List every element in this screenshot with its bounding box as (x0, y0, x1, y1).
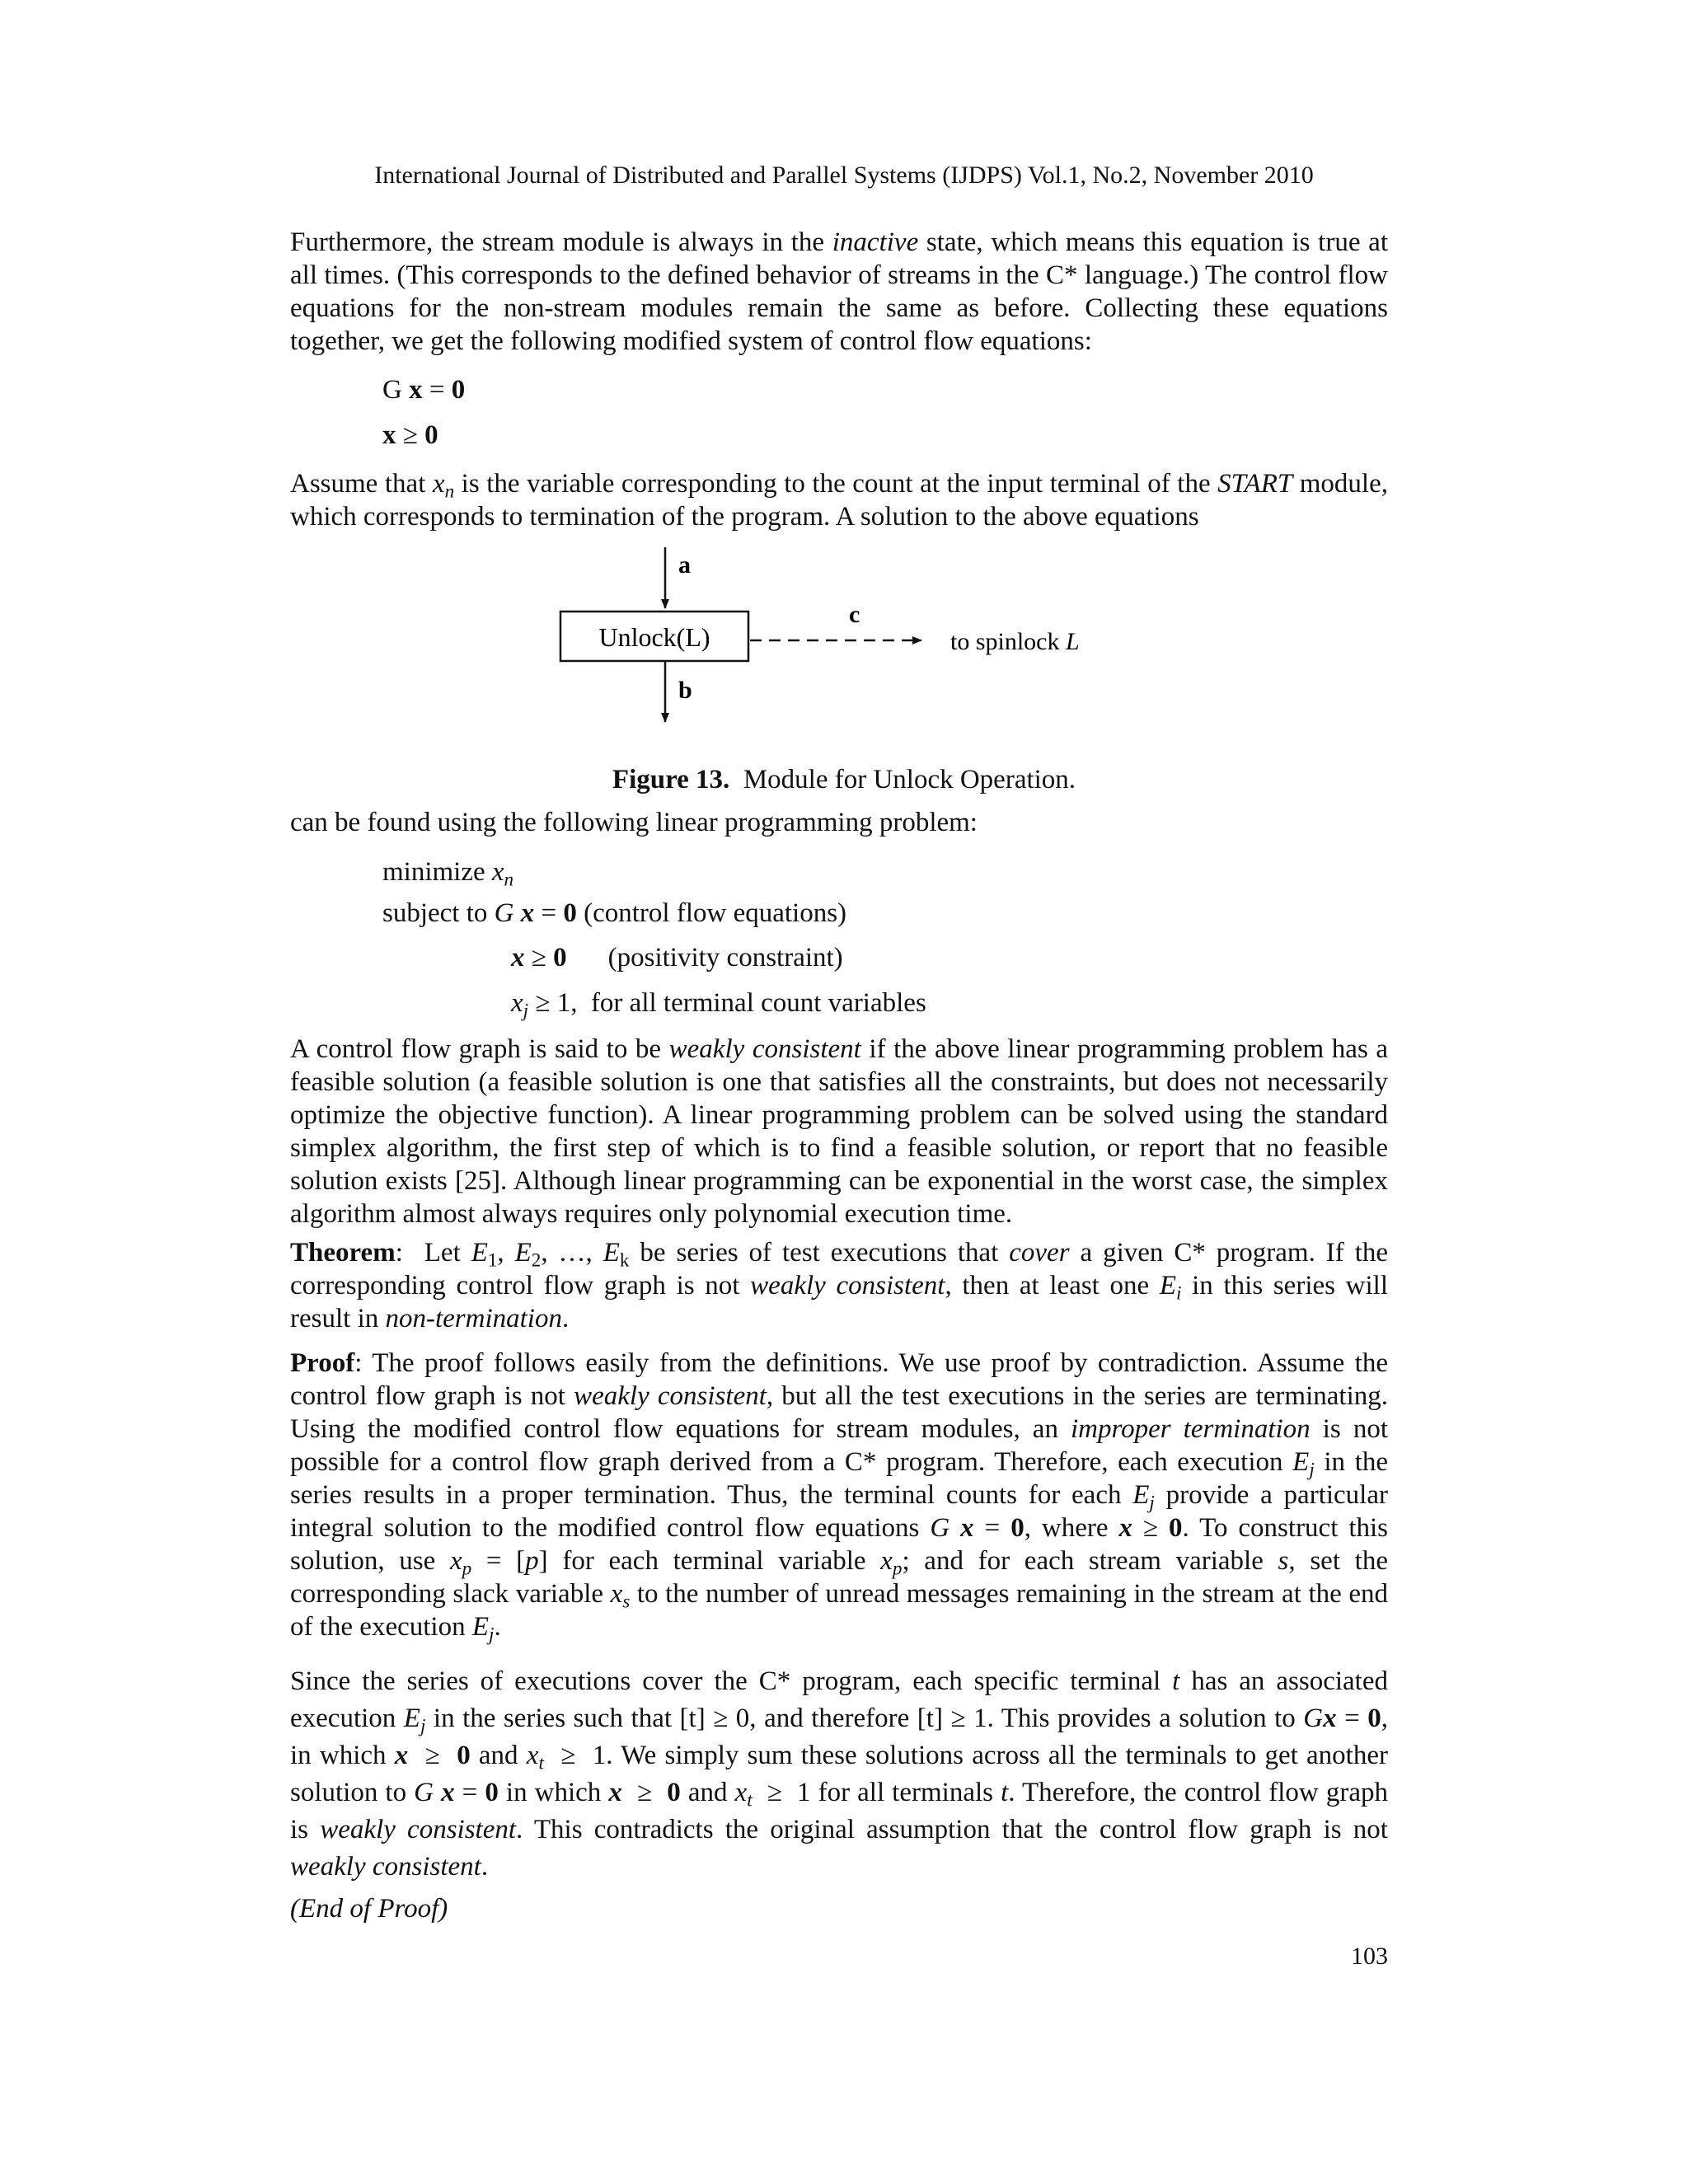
eq-x: x (382, 420, 396, 450)
lp-subject-to (382, 897, 846, 930)
end-of-proof (290, 1892, 1388, 1925)
text: , where (1024, 1513, 1119, 1543)
text: A control flow graph is said to be (290, 1034, 669, 1064)
text: Furthermore, the stream module is always in the (290, 227, 832, 257)
text: . (494, 1612, 501, 1642)
text: ≥ (1132, 1513, 1169, 1543)
var-g: G (414, 1778, 434, 1807)
sub-i: i (1176, 1282, 1182, 1304)
text: . Therefore, the control flow graph is (290, 1778, 1388, 1844)
paragraph-weakly-consistent (290, 1033, 1388, 1230)
var-e: E (471, 1612, 490, 1642)
var-x: x (520, 898, 535, 928)
text: is not possible for a control flow graph derived from a C* program. Therefore, each execution (290, 1414, 1388, 1477)
text: = [ (471, 1546, 526, 1576)
text: (control flow equations) (576, 898, 847, 928)
var-x: x (526, 1741, 539, 1770)
running-header-text: International Journal of Distributed and Parallel Systems (IJDPS) Vol.1, No.2, November 2010 (374, 162, 1314, 189)
text: , (497, 1238, 515, 1268)
spinlock-l: L (1066, 628, 1080, 655)
text: = (1336, 1704, 1368, 1733)
sub-j: j (523, 999, 529, 1021)
zero: 0 (1010, 1513, 1025, 1543)
text: state, which means this equation is true at all times. (This corresponds to the defined behavior of streams in the C* language.) The control flow equations for the non-stream modules remain the same as before. Collecting these equations together, we get the following modified system of control flow equations: (290, 227, 1388, 356)
eq-zero: 0 (424, 420, 438, 450)
spinlock-target (950, 628, 1080, 655)
caption-number: Figure 13. (612, 765, 730, 794)
var-g: G (494, 898, 514, 928)
italic-non-termination: non-termination (385, 1304, 562, 1333)
text: module, which corresponds to termination of the program. A solution to the above equations (290, 469, 1388, 532)
var-t: t (1172, 1666, 1180, 1696)
paragraph-proof (290, 1347, 1388, 1643)
text: , in which (290, 1704, 1389, 1770)
text: . (481, 1852, 489, 1882)
text: . This contradicts the original assumption that the control flow graph is not (516, 1815, 1388, 1844)
lp-positivity (511, 941, 843, 974)
text: , …, (541, 1238, 603, 1268)
eq-zero: 0 (563, 898, 577, 928)
eq-x: x (409, 375, 423, 405)
var-e: E (1132, 1480, 1150, 1510)
zero: 0 (485, 1778, 499, 1807)
text: in the series results in a proper termination. Thus, the terminal counts for each (290, 1447, 1389, 1510)
page-number: 103 (1351, 1943, 1388, 1970)
var-g: G (1303, 1704, 1324, 1733)
eq-zero: 0 (553, 943, 567, 972)
eq-rel: ≥ (396, 420, 425, 450)
text: in this series will result in (290, 1271, 1388, 1333)
sub-j: j (420, 1714, 426, 1736)
var-x: x (1323, 1704, 1337, 1733)
sub-t: t (538, 1751, 544, 1774)
text: and (680, 1778, 735, 1807)
caption-text: Module for Unlock Operation. (743, 765, 1076, 794)
zero: 0 (667, 1778, 681, 1807)
var-x: x (511, 943, 525, 972)
italic-inactive: inactive (832, 227, 919, 257)
text: = (973, 1513, 1011, 1543)
text: subject to (382, 898, 495, 928)
sub-j: j (489, 1623, 495, 1645)
sub-n: n (444, 480, 455, 502)
end-of-proof-text: (End of Proof) (290, 1894, 448, 1924)
var-p: p (525, 1546, 539, 1576)
italic-weakly-consistent: weakly consistent (290, 1852, 481, 1882)
zero: 0 (1367, 1704, 1381, 1733)
italic-start: START (1217, 469, 1293, 499)
sub-p: p (892, 1557, 903, 1579)
sub: 1 (487, 1249, 498, 1271)
italic-improper-termination: improper termination (1071, 1414, 1311, 1444)
unlock-box-label: Unlock(L) (598, 622, 710, 652)
sub: k (619, 1249, 630, 1271)
var-x: x (880, 1546, 893, 1576)
var-e: E (403, 1704, 420, 1733)
italic-weakly-consistent: weakly consistent (668, 1034, 861, 1064)
italic-weakly-consistent: weakly consistent (574, 1381, 767, 1411)
text: ≥ (408, 1741, 457, 1770)
text: in the series such that [t] ≥ 0, and therefore [t] ≥ 1. This provides a solution to (425, 1704, 1304, 1733)
spinlock-text: to spinlock (950, 628, 1066, 655)
var-x: x (441, 1778, 455, 1807)
text: . To construct this solution, use (290, 1513, 1389, 1576)
lp-terminal-count (511, 987, 926, 1019)
label-c: c (849, 601, 860, 628)
var-e: E (514, 1238, 532, 1268)
text: Since the series of executions cover the C* program, each specific terminal (290, 1666, 1173, 1696)
eq-rel: ≥ (524, 943, 554, 972)
text: : Let (395, 1238, 471, 1268)
var-e: E (603, 1238, 620, 1268)
zero: 0 (1169, 1513, 1183, 1543)
var-x: x (608, 1778, 622, 1807)
text: ≥ 1 for all terminals (752, 1778, 1001, 1807)
var-e: E (1159, 1271, 1177, 1301)
text: ; and for each stream variable (902, 1546, 1278, 1576)
var-x: x (734, 1778, 748, 1807)
var-x: x (610, 1579, 623, 1609)
text: : The proof follows easily from the definitions. We use proof by contradiction. Assume the control flow graph is not (290, 1348, 1388, 1411)
text: minimize (382, 857, 492, 887)
var-x: x (960, 1513, 974, 1543)
var-x: x (432, 469, 445, 499)
text: (positivity constraint) (607, 943, 843, 972)
text: ] for each terminal variable (538, 1546, 881, 1576)
figure-unlock-module (0, 0, 1688, 742)
eq-rel: = (422, 375, 452, 405)
paragraph-theorem (290, 1236, 1388, 1335)
sub-j: j (1149, 1491, 1155, 1513)
paragraph-lp-intro: can be found using the following linear programming problem: (290, 808, 978, 837)
text: , but all the test executions in the series are terminating. Using the modified control flow equations for stream modules, an (290, 1381, 1388, 1444)
theorem-label: Theorem (290, 1238, 396, 1268)
sub-j: j (1309, 1458, 1315, 1480)
label-a: a (678, 551, 691, 579)
sub-t: t (747, 1788, 753, 1811)
eq-zero: 0 (451, 375, 466, 405)
text: in which (498, 1778, 609, 1807)
figure-caption (0, 763, 1688, 796)
var-x: x (1118, 1513, 1132, 1543)
eq-rel: = (534, 898, 564, 928)
italic-weakly-consistent: weakly consistent (750, 1271, 945, 1301)
var-e: E (471, 1238, 488, 1268)
lp-minimize (382, 855, 513, 888)
italic-weakly-consistent: weakly consistent (320, 1815, 517, 1844)
text: a given C* program. If the corresponding control flow graph is not (290, 1238, 1389, 1301)
var-t: t (1001, 1778, 1009, 1807)
text: and (470, 1741, 527, 1770)
sub-n: n (504, 868, 514, 890)
text: , set the corresponding slack variable (290, 1546, 1388, 1609)
text: if the above linear programming problem has a feasible solution (a feasible solution is one that satisfies all the constraints, but does not necessarily optimize the objective function). A linear programming problem can be solved using the standard simplex algorithm, the first step of which is to find a feasible solution, or report that no feasible solution exists [25]. Although linear programming can be exponential in the worst case, the simplex algorithm almost always requires only polynomial execution time. (290, 1034, 1388, 1229)
text: , then at least one (945, 1271, 1160, 1301)
text: to the number of unread messages remaining in the stream at the end of the execution (290, 1579, 1388, 1642)
var-x: x (491, 857, 504, 887)
sub: 2 (531, 1249, 542, 1271)
text: ≥ (621, 1778, 668, 1807)
eq-g: G (382, 375, 402, 405)
text: = (454, 1778, 485, 1807)
text: ≥ 1. We simply sum these solutions across all the terminals to get another solution to (290, 1741, 1395, 1807)
var-x: x (394, 1741, 409, 1770)
paragraph-since (290, 1663, 1395, 1886)
sub-s: s (622, 1590, 631, 1612)
var-e: E (1292, 1447, 1310, 1477)
text: Assume that (290, 469, 433, 499)
sub-p: p (462, 1557, 472, 1579)
text: . (561, 1304, 570, 1333)
var-g: G (930, 1513, 950, 1543)
text: is the variable corresponding to the count at the input terminal of the (454, 469, 1218, 499)
proof-label: Proof (290, 1348, 355, 1378)
zero: 0 (457, 1741, 471, 1770)
var-s: s (1278, 1546, 1289, 1576)
text: has an associated execution (290, 1666, 1388, 1733)
label-b: b (678, 677, 692, 704)
text: be series of test executions that (629, 1238, 1010, 1268)
text: provide a particular integral solution to the modified control flow equations (290, 1480, 1388, 1543)
var-x: x (511, 988, 523, 1018)
text: ≥ 1, for all terminal count variables (528, 988, 926, 1018)
italic-cover: cover (1009, 1238, 1070, 1268)
var-x: x (449, 1546, 462, 1576)
